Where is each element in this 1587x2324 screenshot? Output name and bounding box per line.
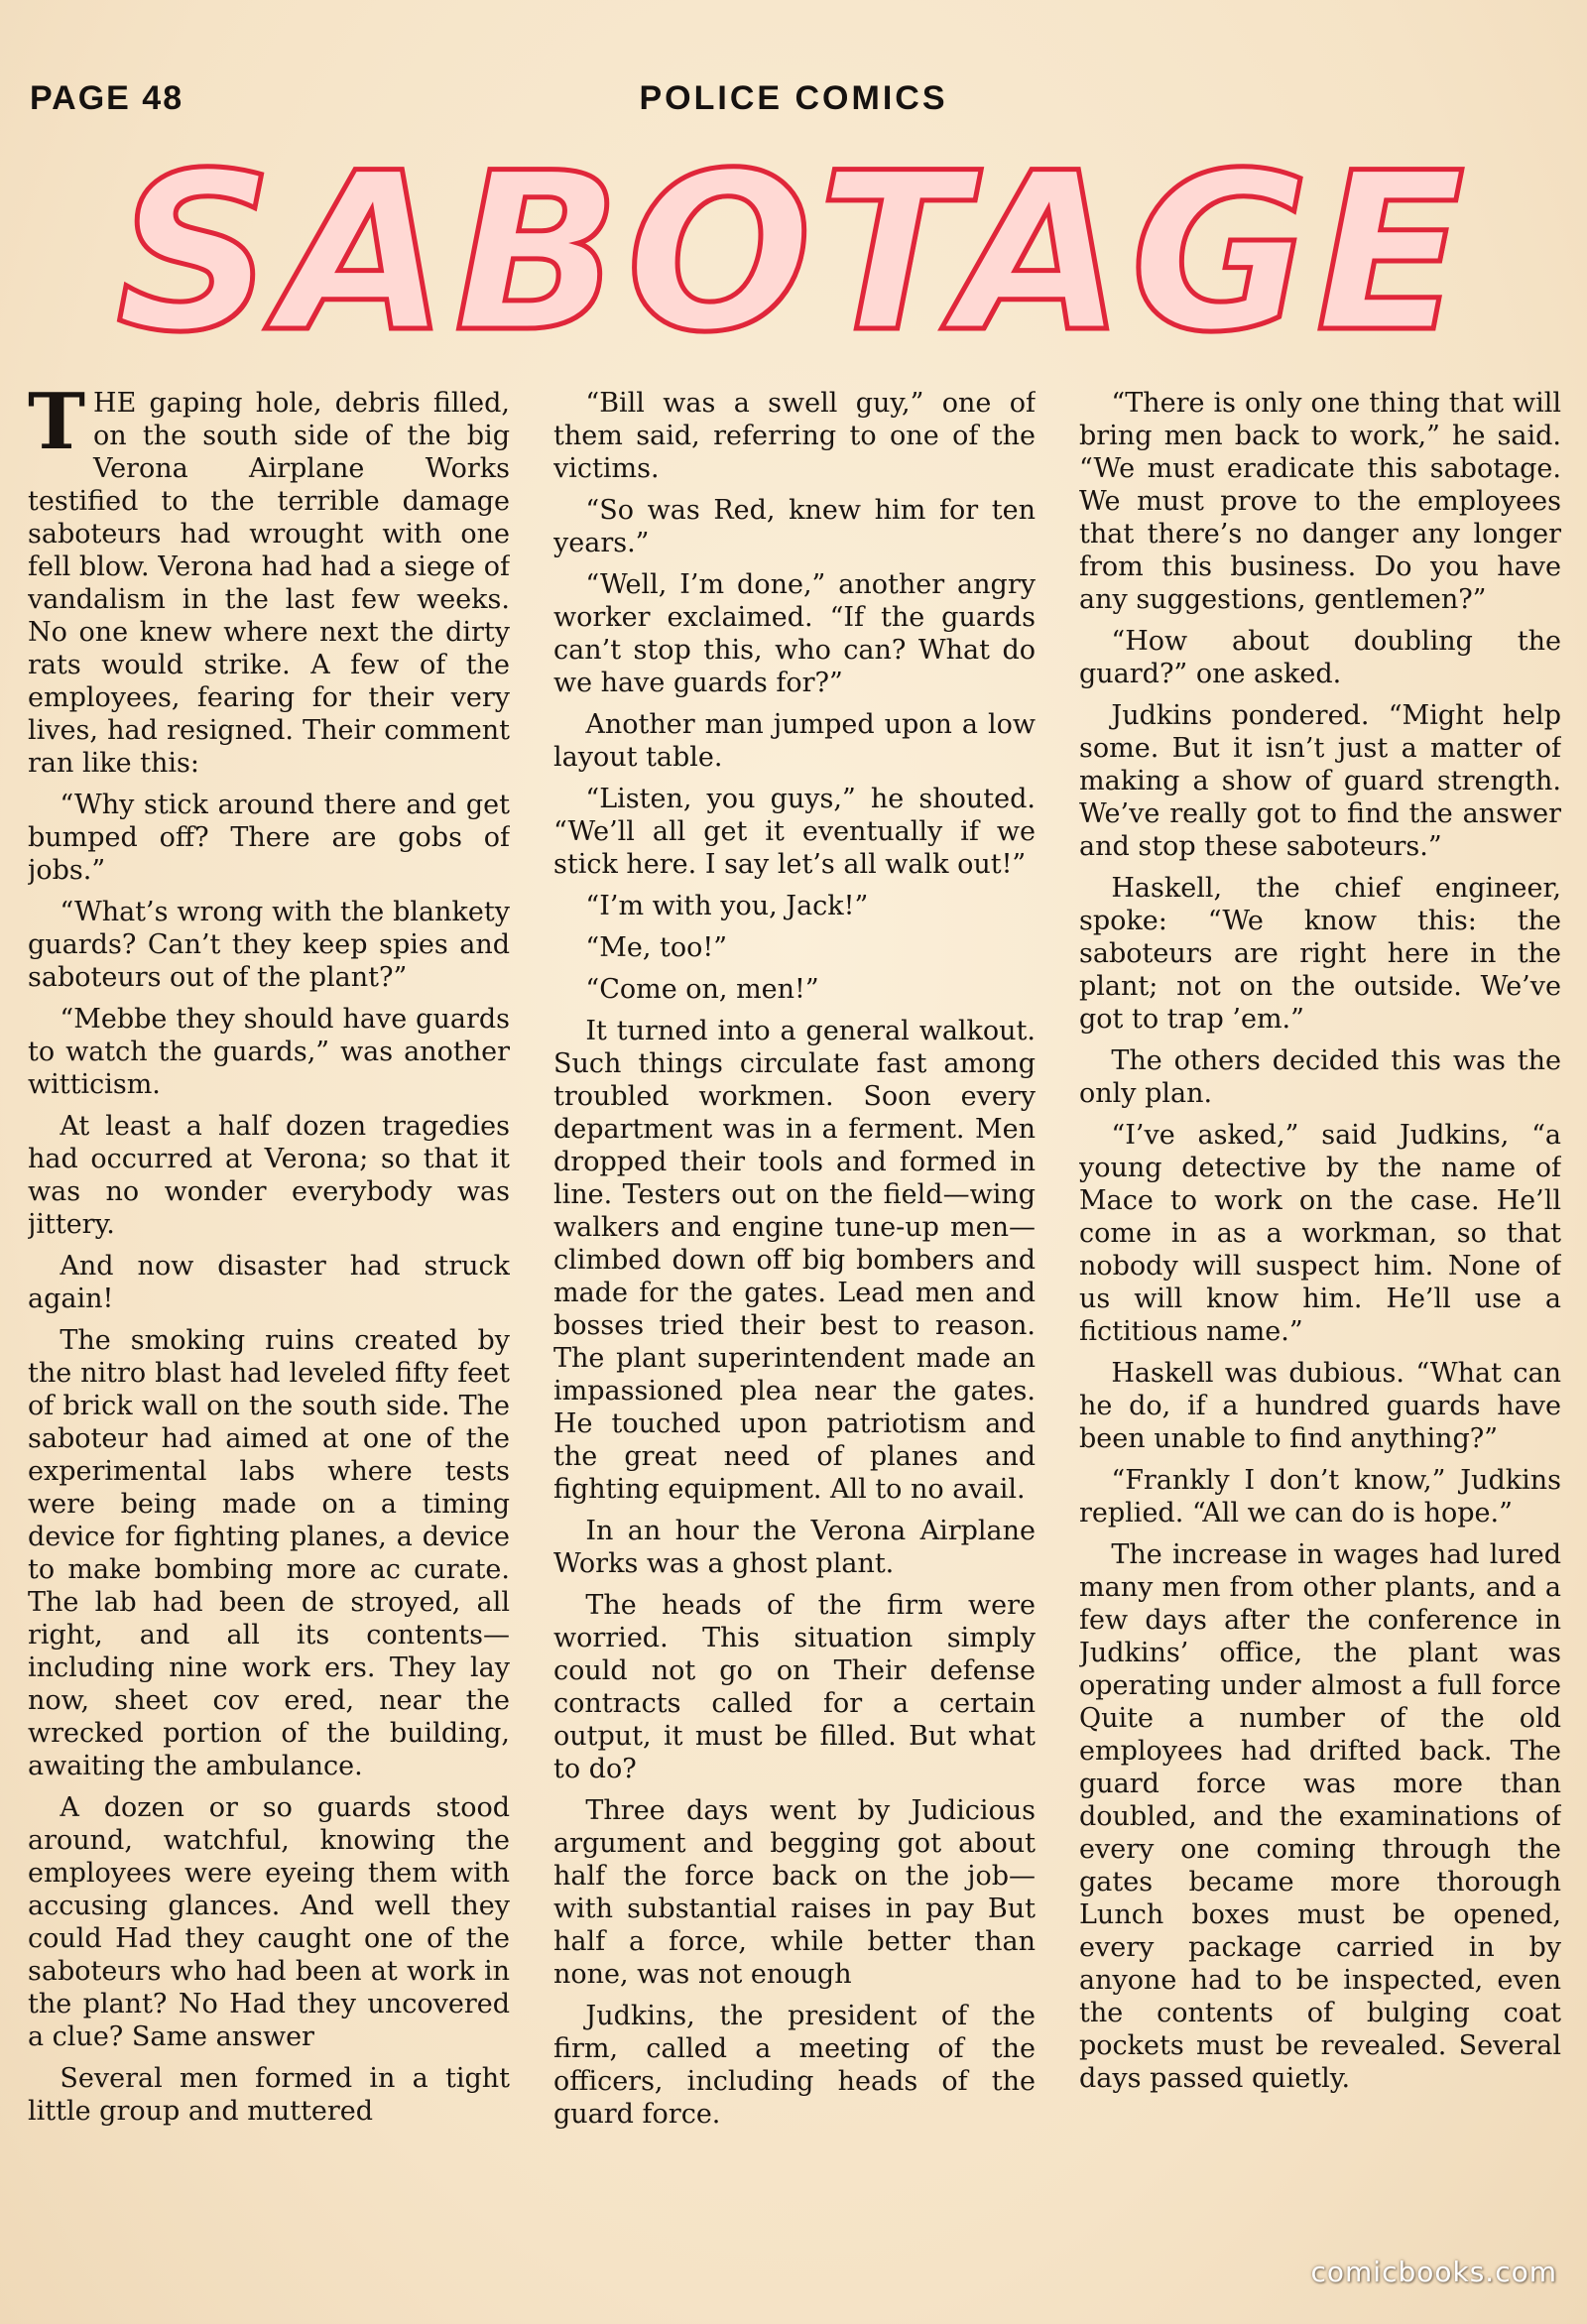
paragraph: A dozen or so guards stood around, watchful, knowing the employees were eyeing them with accusing glances. And well they could Had they caught one of the saboteurs who had been at work in the plant? No Had they uncovered a clue? Same answer xyxy=(28,1792,510,2052)
paragraph: The increase in wages had lured many men from other plants, and a few days after the conference in Judkins’ office, the plant was operating under almost a full force Quite a number of the old employees had drifted back. The guard force was more than doubled, and the examinations of every one coming through the gates became more thorough Lunch boxes must be opened, every package carried in by anyone had to be inspected, even the contents of bulging coat pockets must be revealed. Several days passed quietly. xyxy=(1079,1539,1561,2094)
magazine-title: POLICE COMICS xyxy=(639,79,948,117)
paragraph: At least a half dozen tragedies had occurred at Verona; so that it was no wonder everybody was jittery. xyxy=(28,1111,510,1240)
paragraph: Another man jumped upon a low layout table. xyxy=(553,709,1036,773)
paragraph: “Bill was a swell guy,” one of them said, referring to one of the victims. xyxy=(553,388,1036,484)
paragraph: The smoking ruins created by the nitro blast had leveled fifty feet of brick wall on the south side. The saboteur had aimed at one of the experimental labs where tests were being made on a timing device for fighting planes, a device to make bombing more ac curate. The lab had been de stroyed, all right, and all its contents—including nine work ers. They lay now, sheet cov ered, near the wrecked portion of the building, awaiting the ambulance. xyxy=(28,1325,510,1781)
paragraph: “Frankly I don’t know,” Judkins replied. “All we can do is hope.” xyxy=(1079,1465,1561,1529)
paragraph: “So was Red, knew him for ten years.” xyxy=(553,495,1036,558)
paragraph: Judkins pondered. “Might help some. But it isn’t just a matter of making a show of guard strength. We’ve really got to find the answer and stop these saboteurs.” xyxy=(1079,700,1561,862)
paragraph: “How about doubling the guard?” one asked. xyxy=(1079,626,1561,689)
drop-cap: T xyxy=(28,387,86,467)
paragraph: In an hour the Verona Airplane Works was a ghost plant. xyxy=(553,1516,1036,1579)
paragraph: “Listen, you guys,” he shouted. “We’ll all get it eventually if we stick here. I say let’s all walk out!” xyxy=(553,784,1036,880)
paragraph: Three days went by Judicious argument and begging got about half the force back on the job—with substantial raises in pay But half a force, while better than none, was not enough xyxy=(553,1795,1036,1990)
paragraph: “What’s wrong with the blankety guards? Can’t they keep spies and saboteurs out of the plant?” xyxy=(28,897,510,993)
column-2 xyxy=(553,387,1036,2252)
paragraph: “Why stick around there and get bumped off? There are gobs of jobs.” xyxy=(28,790,510,886)
paragraph: “Mebbe they should have guards to watch the guards,” was another witticism. xyxy=(28,1004,510,1100)
story-body xyxy=(28,387,1561,2252)
paragraph: Several men formed in a tight little group and muttered xyxy=(28,2063,510,2127)
story-title: SABOTAGE xyxy=(116,126,1471,380)
paragraph: “I’ve asked,” said Judkins, “a young detective by the name of Mace to work on the case. He’ll come in as a workman, so that nobody will suspect him. None of us will know him. He’ll use a fictitious name.” xyxy=(1079,1120,1561,1347)
paragraph: “Come on, men!” xyxy=(585,974,819,1005)
page-header xyxy=(30,79,1557,129)
paragraph: “I’m with you, Jack!” xyxy=(585,891,869,921)
paragraph: “Me, too!” xyxy=(585,932,727,963)
column-1 xyxy=(28,387,510,2252)
column-3 xyxy=(1079,387,1561,2252)
paragraph: The heads of the firm were worried. This situation simply could not go on Their defense contracts called for a certain output, it must be filled. But what to do? xyxy=(553,1590,1036,1784)
paragraph: THE gaping hole, debris filled, on the south side of the big Verona Airplane Works testified to the terrible damage saboteurs had wrought with one fell blow. Verona had had a siege of vandalism in the last few weeks. No one knew where next the dirty rats would strike. A few of the employees, fearing for their very lives, had resigned. Their comment ran like this: xyxy=(28,387,510,779)
paragraph: “Well, I’m done,” another angry worker exclaimed. “If the guards can’t stop this, who can? What do we have guards for?” xyxy=(553,569,1036,698)
paragraph: It turned into a general walkout. Such things circulate fast among troubled workmen. Soon every department was in a ferment. Men dropped their tools and formed in line. Testers out on the field—wing walkers and engine tune-up men—climbed down off big bombers and made for the gates. Lead men and bosses tried their best to reason. The plant superintendent made an impassioned plea near the gates. He touched upon patriotism and the great need of planes and fighting equipment. All to no avail. xyxy=(553,1016,1036,1505)
paragraph: The others decided this was the only plan. xyxy=(1079,1045,1561,1109)
paragraph: Haskell was dubious. “What can he do, if a hundred guards have been unable to find anything?” xyxy=(1079,1358,1561,1454)
paragraph: Judkins, the president of the firm, called a meeting of the officers, including heads of the guard force. xyxy=(553,2001,1036,2130)
page-number: PAGE 48 xyxy=(30,79,184,117)
paragraph: “There is only one thing that will bring men back to work,” he said. “We must eradicate this sabotage. We must prove to the employees that there’s no danger any longer from this business. Do you have any suggestions, gentlemen?” xyxy=(1079,388,1561,615)
paragraph: And now disaster had struck again! xyxy=(28,1251,510,1314)
site-watermark: comicbooks.com xyxy=(1310,2256,1557,2288)
paragraph: Haskell, the chief engineer, spoke: “We know this: the saboteurs are right here in the plant; not on the outside. We’ve got to trap ’em.” xyxy=(1079,873,1561,1035)
